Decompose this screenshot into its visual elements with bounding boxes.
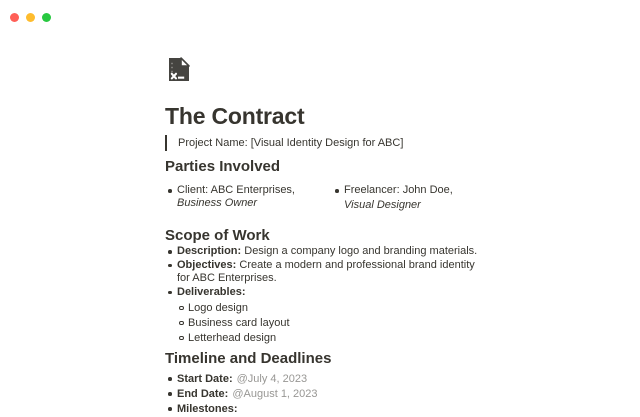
contract-document-icon[interactable]	[165, 56, 192, 83]
client-column	[165, 184, 332, 212]
window-controls	[10, 13, 51, 22]
client-line1: Client: ABC Enterprises,	[177, 184, 295, 196]
freelancer-column	[332, 184, 485, 212]
list-item-description[interactable]	[165, 245, 485, 259]
heading-parties-involved[interactable]: Parties Involved	[165, 158, 281, 175]
heading-scope-of-work[interactable]: Scope of Work	[165, 227, 270, 244]
bullet-icon	[165, 372, 177, 381]
freelancer-line2[interactable]: Visual Designer	[344, 199, 421, 211]
quote-block[interactable]	[165, 135, 485, 151]
timeline-list	[165, 372, 485, 417]
description-label: Description:	[177, 245, 242, 257]
circle-bullet-icon	[176, 316, 188, 325]
bullet-icon	[165, 387, 177, 396]
list-item-business-card[interactable]	[176, 316, 485, 331]
deliverable-3: Letterhead design	[188, 332, 277, 344]
bullet-icon	[332, 184, 344, 193]
milestones-label: Milestones:	[177, 403, 238, 415]
list-item-letterhead[interactable]	[176, 331, 485, 346]
end-date-label: End Date:	[177, 388, 229, 400]
milestones-text	[177, 402, 485, 417]
deliverables-sublist	[176, 301, 485, 346]
deliverables-text	[177, 286, 485, 300]
start-date-mention[interactable]: @July 4, 2023	[236, 373, 308, 385]
close-button[interactable]	[10, 13, 19, 22]
deliverable-2: Business card layout	[188, 317, 290, 329]
description-text	[177, 245, 485, 259]
description-value: Design a company logo and branding materials.	[241, 245, 478, 257]
parties-columns	[165, 184, 485, 212]
bullet-icon	[165, 245, 177, 254]
list-item-client[interactable]	[165, 184, 332, 197]
freelancer-line1: Freelancer: John Doe,	[344, 184, 453, 196]
quote-text: Project Name: [Visual Identity Design for ABC]	[178, 137, 404, 149]
document-page	[165, 56, 485, 417]
end-date-mention[interactable]: @August 1, 2023	[232, 388, 318, 400]
bullet-icon	[165, 286, 177, 295]
list-item-logo-design[interactable]	[176, 301, 485, 316]
circle-bullet-icon	[176, 331, 188, 340]
bullet-icon	[165, 259, 177, 268]
heading-timeline-deadlines[interactable]: Timeline and Deadlines	[165, 350, 332, 367]
deliverable-1: Logo design	[188, 302, 248, 314]
list-item-freelancer[interactable]	[332, 184, 485, 197]
list-item-start-date[interactable]	[165, 372, 485, 387]
scope-list	[165, 245, 485, 346]
list-item-objectives[interactable]	[165, 259, 485, 286]
objectives-value: Create a modern and professional brand identity for ABC Enterprises.	[177, 258, 475, 284]
bullet-icon	[165, 402, 177, 411]
start-date-text	[177, 372, 485, 387]
client-line2[interactable]: Business Owner	[177, 197, 258, 209]
minimize-button[interactable]	[26, 13, 35, 22]
list-item-milestones[interactable]	[165, 402, 485, 417]
list-item-deliverables[interactable]	[165, 286, 485, 300]
circle-bullet-icon	[176, 301, 188, 310]
objectives-text	[177, 259, 485, 286]
page-title[interactable]: The Contract	[165, 103, 305, 129]
start-date-label: Start Date:	[177, 373, 233, 385]
deliverables-label: Deliverables:	[177, 285, 246, 298]
objectives-label: Objectives:	[177, 258, 237, 271]
bullet-icon	[165, 184, 177, 193]
zoom-button[interactable]	[42, 13, 51, 22]
